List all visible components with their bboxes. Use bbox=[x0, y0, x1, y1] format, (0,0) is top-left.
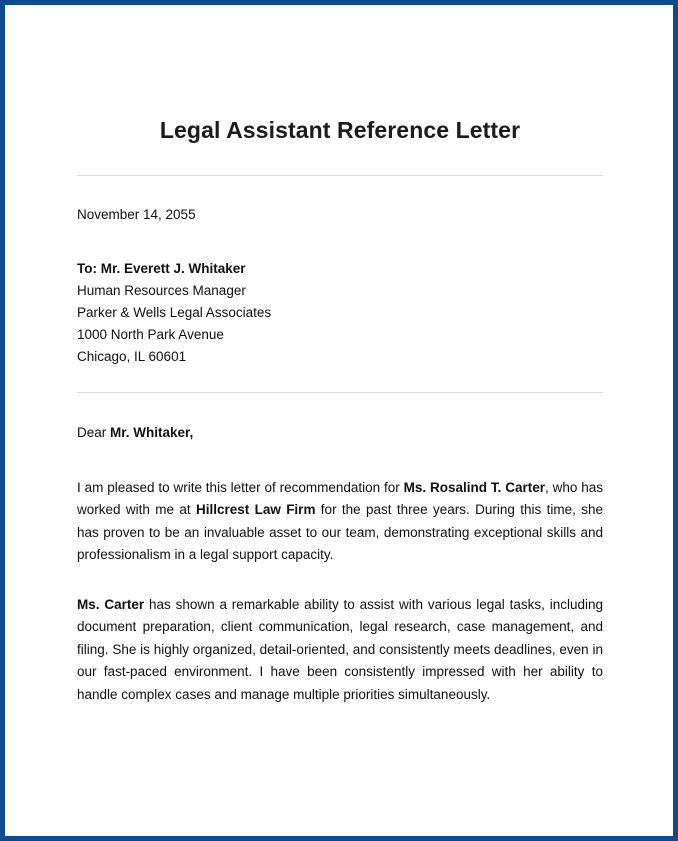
salutation bbox=[77, 425, 193, 440]
recipient-to-line: To: Mr. Everett J. Whitaker bbox=[77, 261, 246, 276]
body-paragraph-1 bbox=[77, 477, 603, 567]
candidate-short-name: Ms. Carter bbox=[77, 597, 145, 612]
letter-date: November 14, 2055 bbox=[77, 207, 196, 222]
body-paragraph-2 bbox=[77, 594, 603, 706]
firm-name: Hillcrest Law Firm bbox=[195, 502, 316, 518]
candidate-name: Ms. Rosalind T. Carter bbox=[403, 480, 545, 495]
salutation-name: Mr. Whitaker, bbox=[110, 425, 194, 440]
salutation-greeting: Dear bbox=[77, 425, 111, 440]
recipient-city: Chicago, IL 60601 bbox=[77, 349, 187, 364]
letter-title: Legal Assistant Reference Letter bbox=[159, 117, 521, 143]
paragraph2-text-1: has shown a remarkable ability to assist with various legal tasks, including document preparation, client communication, legal research, case management, and filing. She is highly organized, detail-oriented, and consistently meets deadlines, even in our fast-paced environment. I have been consistently impressed with her ability to handle complex cases and manage multiple priorities simultaneously. bbox=[77, 597, 603, 702]
divider-top bbox=[77, 175, 603, 176]
paragraph1-text-2: , who has worked with me at bbox=[77, 480, 603, 518]
recipient-address bbox=[77, 258, 271, 368]
recipient-street: 1000 North Park Avenue bbox=[77, 327, 224, 342]
paragraph1-text-3: for the past three years. During this time, she has proven to be an invaluable asset to our team, demonstrating exceptional skills and professionalism in a legal support capacity. bbox=[77, 502, 603, 563]
recipient-position: Human Resources Manager bbox=[77, 283, 246, 298]
recipient-company: Parker & Wells Legal Associates bbox=[77, 305, 272, 320]
divider-middle bbox=[77, 392, 603, 393]
page-frame bbox=[5, 5, 673, 836]
paragraph1-text-1: I am pleased to write this letter of recommendation for bbox=[77, 480, 404, 495]
